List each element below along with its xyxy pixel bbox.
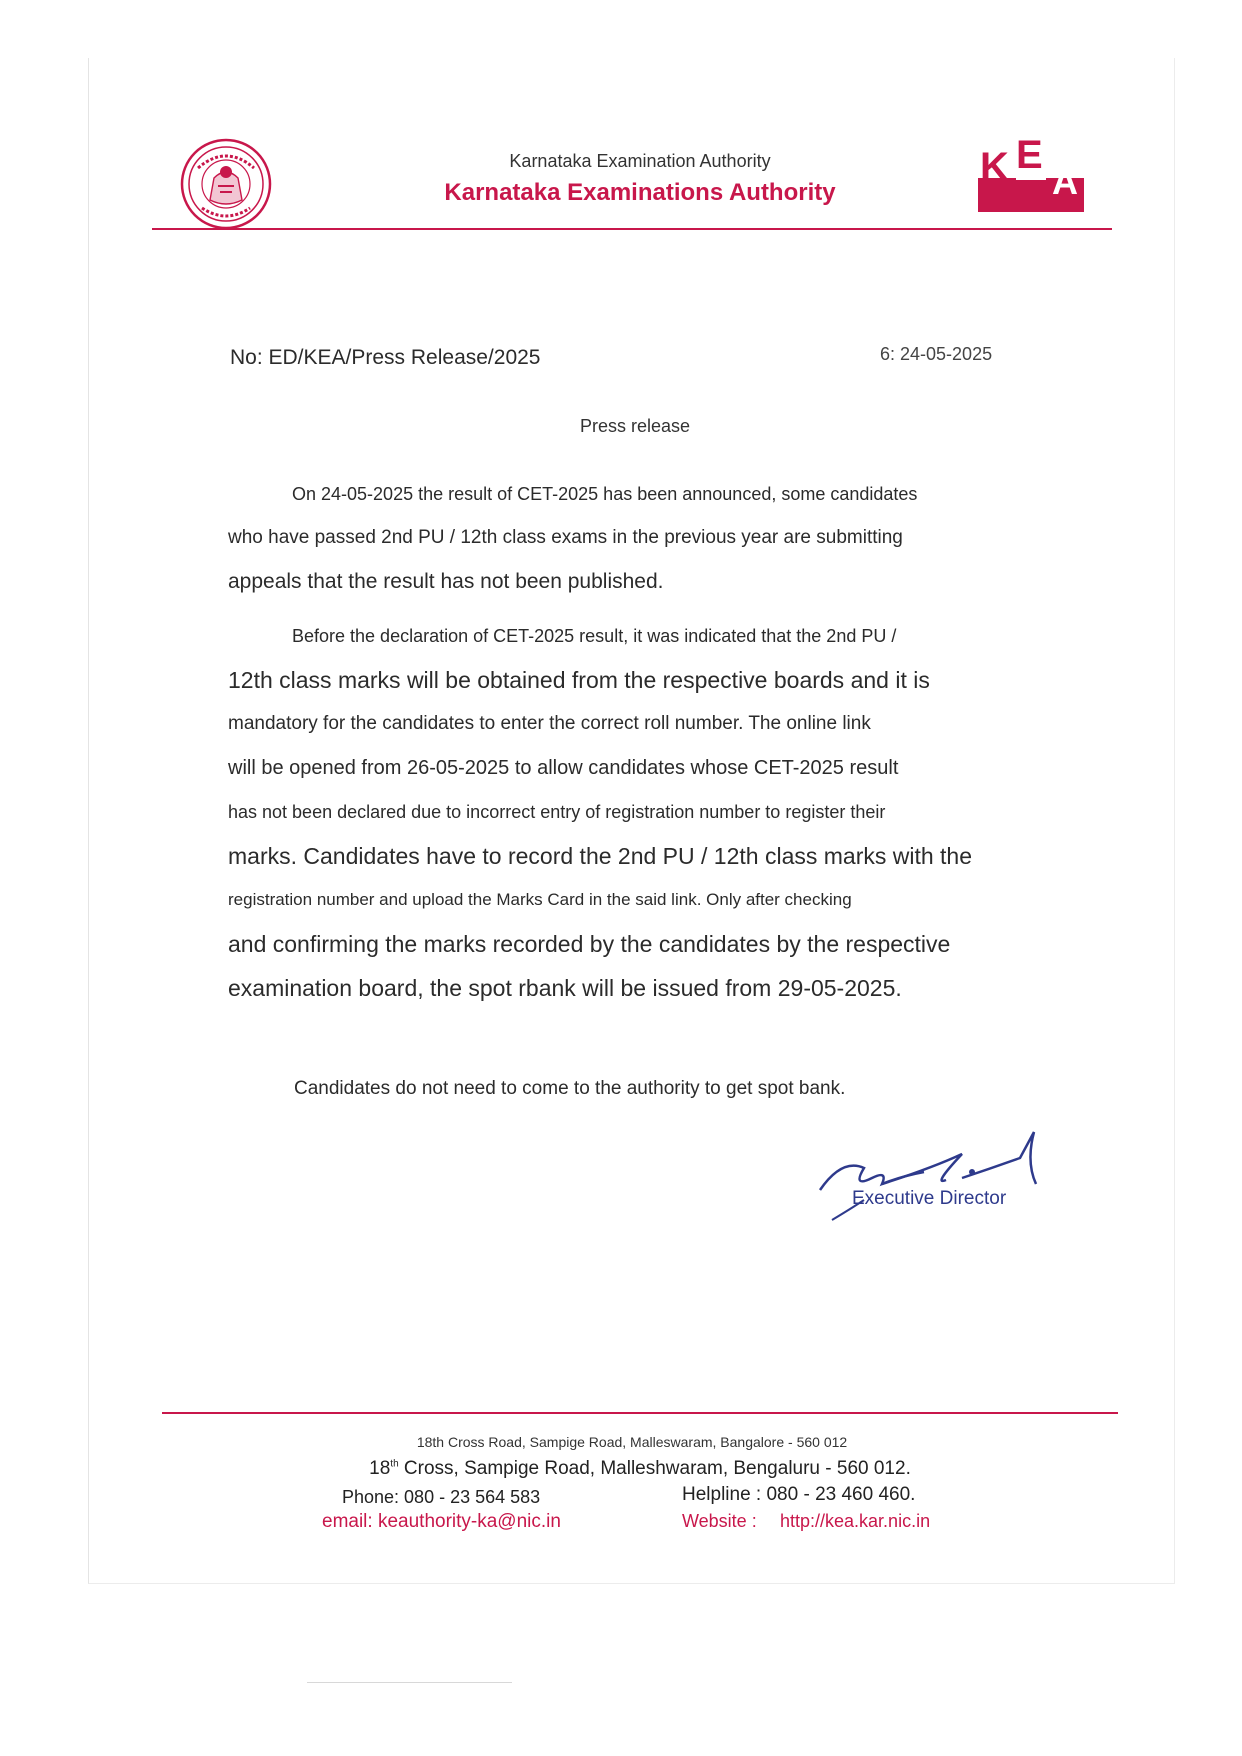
paragraph-line: On 24-05-2025 the result of CET-2025 has been announced, some candidates bbox=[292, 484, 918, 504]
kea-logo-letter-a: A bbox=[1052, 161, 1078, 202]
footer-website-label: Website : bbox=[682, 1511, 757, 1531]
paragraph-2 bbox=[228, 614, 1048, 1010]
signatory-title: Executive Director bbox=[852, 1188, 1007, 1209]
kea-logo-letter-e: E bbox=[1016, 133, 1043, 177]
kea-logo bbox=[976, 132, 1086, 216]
karnataka-government-seal-icon bbox=[180, 138, 272, 230]
footer-phone: Phone: 080 - 23 564 583 bbox=[342, 1487, 541, 1507]
paragraph-line: registration number and upload the Marks Card in the said link. Only after checking bbox=[228, 890, 852, 909]
org-name-small: Karnataka Examination Authority bbox=[509, 151, 771, 171]
closing-note: Candidates do not need to come to the authority to get spot bank. bbox=[294, 1078, 846, 1099]
footer-helpline: Helpline : 080 - 23 460 460. bbox=[682, 1484, 916, 1505]
paragraph-line: who have passed 2nd PU / 12th class exams in the previous year are submitting bbox=[228, 527, 903, 548]
paragraph-line: appeals that the result has not been published. bbox=[228, 570, 664, 593]
header-divider bbox=[152, 228, 1112, 230]
subject-heading: Press release bbox=[579, 416, 691, 436]
release-date: 6: 24-05-2025 bbox=[880, 344, 993, 364]
address-number: 18 bbox=[369, 1458, 391, 1479]
footer-divider bbox=[162, 1412, 1118, 1414]
paragraph-line: Before the declaration of CET-2025 result, it was indicated that the 2nd PU / bbox=[292, 626, 897, 646]
reference-number: No: ED/KEA/Press Release/2025 bbox=[230, 346, 541, 369]
paragraph-line: 12th class marks will be obtained from the respective boards and it is bbox=[228, 667, 930, 693]
footer-website-link[interactable]: http://kea.kar.nic.in bbox=[780, 1511, 931, 1531]
paragraph-1 bbox=[228, 472, 1048, 604]
paragraph-line: examination board, the spot rbank will be issued from 29-05-2025. bbox=[228, 975, 902, 1001]
paragraph-line: marks. Candidates have to record the 2nd PU / 12th class marks with the bbox=[228, 843, 973, 869]
address-rest: Cross, Sampige Road, Malleshwaram, Bengaluru - 560 012. bbox=[398, 1458, 911, 1479]
paragraph-line: mandatory for the candidates to enter the correct roll number. The online link bbox=[228, 713, 871, 734]
paragraph-line: will be opened from 26-05-2025 to allow candidates whose CET-2025 result bbox=[228, 757, 899, 779]
kea-logo-letter-k: K bbox=[980, 145, 1009, 189]
footer-email: email: keauthority-ka@nic.in bbox=[322, 1511, 561, 1532]
address-ordinal: th bbox=[390, 1458, 399, 1470]
page-footnote-line bbox=[307, 1682, 512, 1683]
footer-address bbox=[290, 1458, 990, 1480]
org-name-title: Karnataka Examinations Authority bbox=[444, 179, 836, 206]
footer-address-small: 18th Cross Road, Sampige Road, Malleswaram, Bangalore - 560 012 bbox=[416, 1434, 848, 1450]
paragraph-line: has not been declared due to incorrect entry of registration number to register their bbox=[228, 802, 886, 822]
paragraph-line: and confirming the marks recorded by the candidates by the respective bbox=[228, 931, 951, 957]
